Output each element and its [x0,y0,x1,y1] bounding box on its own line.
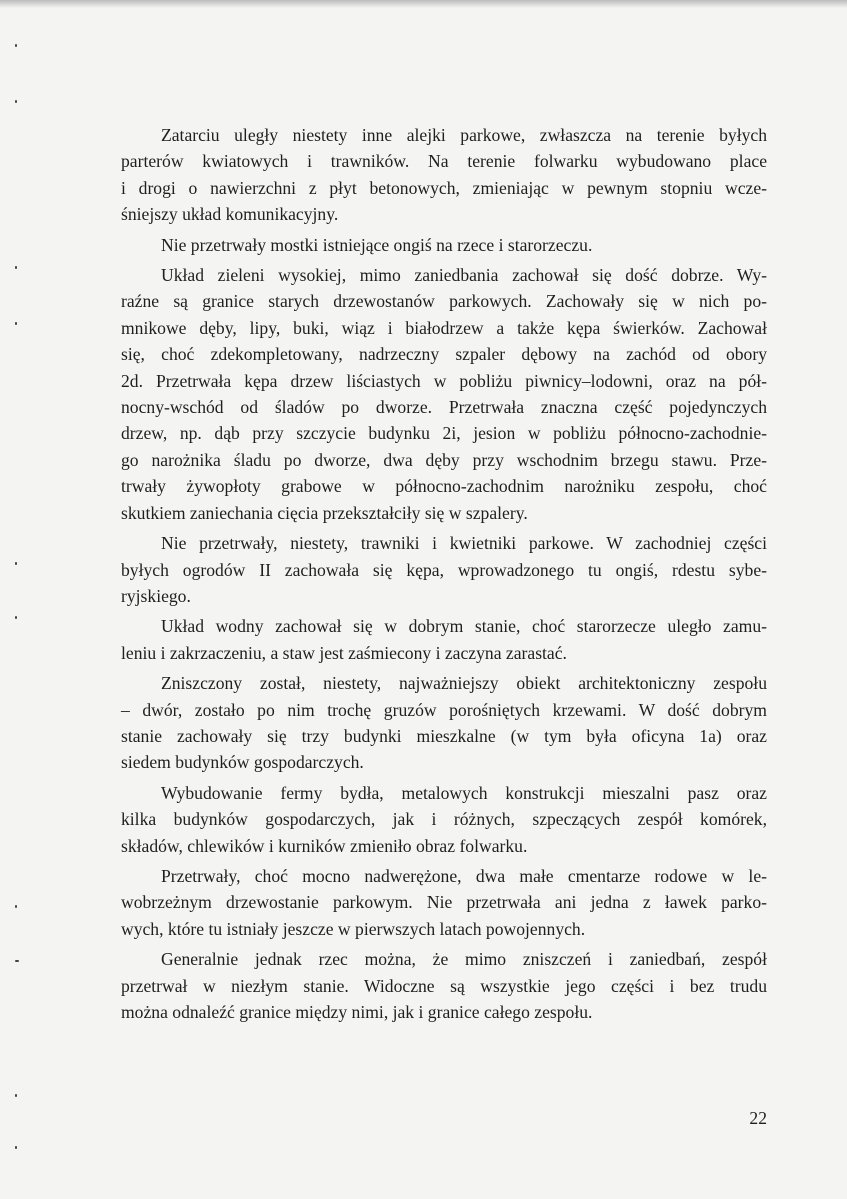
text-line: Wybudowanie fermy bydła, metalowych konstrukcji mieszalni pasz oraz [161,782,767,803]
scan-speck [15,322,17,325]
page-body [121,122,767,1025]
scan-speck [15,905,17,908]
paragraph [121,262,767,526]
paragraph [121,863,767,942]
text-line: Przetrwały, choć mocno nadwerężone, dwa małe cmentarze rodowe w le- [161,865,767,886]
text-line: nocny-wschód od śladów po dworze. Przetrwała znaczna część pojedynczych [121,397,767,418]
text-line: raźne są granice starych drzewostanów parkowych. Zachowały się w nich po- [121,291,767,312]
text-line: stanie zachowały się trzy budynki mieszkalne (w tym była oficyna 1a) oraz [121,725,767,746]
text-line: parterów kwiatowych i trawników. Na terenie folwarku wybudowano place [121,151,767,172]
scan-speck [15,616,17,619]
page-number: 22 [749,1108,767,1128]
paragraph [121,530,767,609]
text-line: go narożnika śladu po dworze, dwa dęby przy wschodnim brzegu stawu. Prze- [121,449,767,470]
text-line: kilka budynków gospodarczych, jak i różnych, szpeczących zespół komórek, [121,809,767,830]
paragraph [121,780,767,859]
text-line: trwały żywopłoty grabowe w północno-zachodnim narożniku zespołu, choć [121,476,767,497]
text-line: wych, które tu istniały jeszcze w pierwszych latach powojennych. [121,918,586,939]
text-line: – dwór, zostało po nim trochę gruzów porośniętych krzewami. W dość dobrym [121,699,767,720]
text-line: ryjskiego. [121,585,191,606]
scan-speck [15,44,17,47]
text-line: się, choć zdekompletowany, nadrzeczny szpaler dębowy na zachód od obory [121,344,767,365]
text-line: i drogi o nawierzchni z płyt betonowych, zmieniając w pewnym stopniu wcze- [121,177,767,198]
text-line: drzew, np. dąb przy szczycie budynku 2i, jesion w pobliżu północno-zachodnie- [121,423,767,444]
paragraph [121,670,767,776]
scan-speck [15,1146,17,1149]
text-line: byłych ogrodów II zachowała się kępa, wprowadzonego tu ongiś, rdestu sybe- [121,559,767,580]
paragraph [121,946,767,1025]
scan-speck [15,960,19,962]
text-line: leniu i zakrzaczeniu, a staw jest zaśmiecony i zaczyna zarastać. [121,642,567,663]
text-line: Generalnie jednak rzec można, że mimo zniszczeń i zaniedbań, zespół [161,949,767,970]
paragraph [121,613,767,666]
scan-speck [15,562,17,565]
text-line: skutkiem zaniechania cięcia przekształciły się w szpalery. [121,502,528,523]
text-line: przetrwał w niezłym stanie. Widoczne są wszystkie jego części i bez trudu [121,975,767,996]
text-line: śniejszy układ komunikacyjny. [121,204,339,225]
text-line: Zniszczony został, niestety, najważniejszy obiekt architektoniczny zespołu [161,673,767,694]
text-line: wobrzeżnym drzewostanie parkowym. Nie przetrwała ani jedna z ławek parko- [121,892,767,913]
text-line: Układ wodny zachował się w dobrym stanie, choć starorzecze uległo zamu- [161,616,767,637]
text-line: Nie przetrwały, niestety, trawniki i kwietniki parkowe. W zachodniej części [161,533,767,554]
text-line: składów, chlewików i kurników zmieniło obraz folwarku. [121,835,528,856]
text-line: 2d. Przetrwała kępa drzew liściastych w pobliżu piwnicy–lodowni, oraz na pół- [121,370,767,391]
paragraph [121,232,767,258]
scan-speck [15,100,17,103]
scan-top-edge [0,0,847,8]
text-line: Nie przetrwały mostki istniejące ongiś na rzece i starorzeczu. [161,234,593,255]
text-line: siedem budynków gospodarczych. [121,752,364,773]
text-line: można odnaleźć granice między nimi, jak i granice całego zespołu. [121,1002,593,1022]
text-line: Układ zieleni wysokiej, mimo zaniedbania zachował się dość dobrze. Wy- [161,265,767,286]
text-line: Zatarciu uległy niestety inne alejki parkowe, zwłaszcza na terenie byłych [161,125,767,145]
paragraph [121,122,767,228]
scan-speck [15,266,17,269]
scan-speck [15,1094,17,1097]
text-line: mnikowe dęby, lipy, buki, wiąz i białodrzew a także kępa świerków. Zachował [121,317,767,338]
